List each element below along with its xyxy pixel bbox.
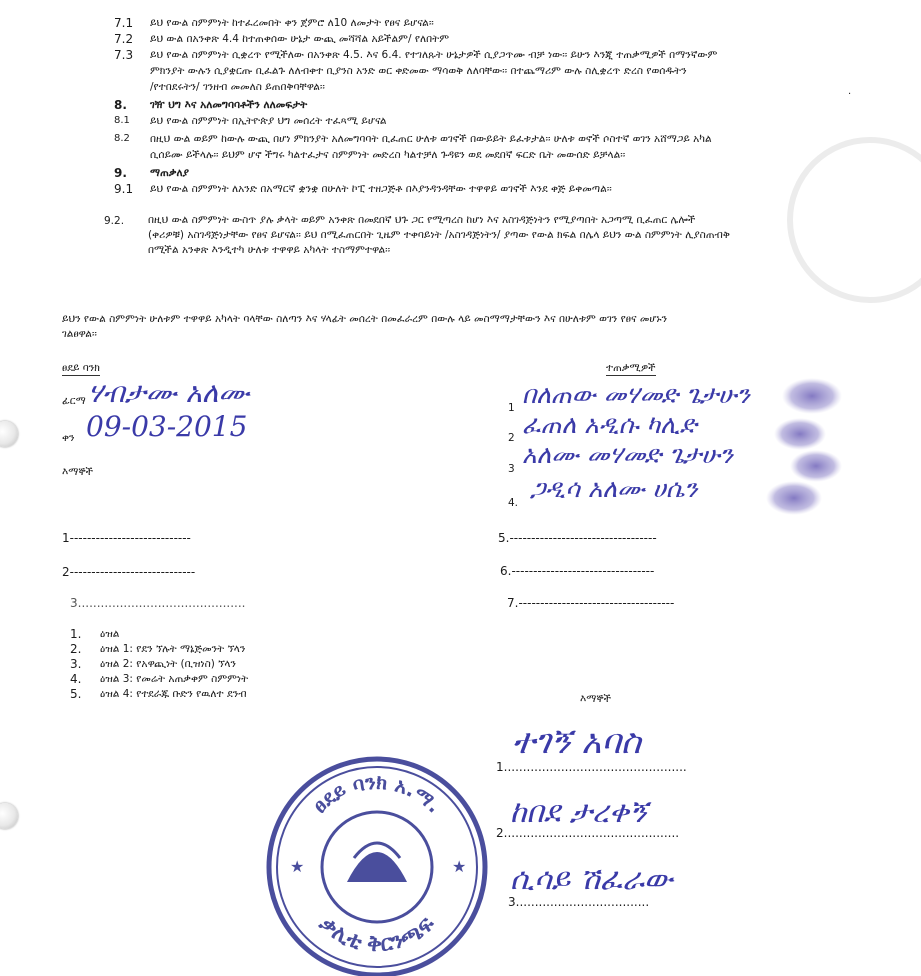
witness-line: 1................................................	[496, 760, 687, 774]
svg-text:★: ★	[452, 857, 467, 876]
beneficiary-signature: አለሙ መሃመድ ጌታሁን	[522, 440, 734, 469]
beneficiaries-heading: ተጠቃሚዎች	[606, 362, 656, 374]
beneficiary-signature: ጋዲሳ አለሙ ሀሴን	[530, 474, 698, 503]
witness-signature: ተገኝ አባስ	[512, 722, 641, 762]
signature-label: ፊርማ	[62, 395, 86, 407]
thumbprints	[760, 370, 870, 520]
witness-signature: ሲሳይ ሽፈራው	[510, 862, 673, 897]
annex-item: 1. ዕዝል	[70, 627, 120, 641]
witness-line: 3............................................	[70, 596, 246, 610]
stray-mark: .	[848, 86, 852, 97]
closing-statement: ይህን የውል ስምምነት ሁለቱም ተዋዋይ አካላት ባላቸው ስለጣን እና ሃላፊት መሰረት በመፈራረም በውሉ ላይ መስማማታቸውን እና በሁለቱም ወገን የፀና መሆኑን ገልፀዋል፡፡	[62, 313, 668, 340]
beneficiary-number: 1	[508, 402, 515, 414]
beneficiary-signature: በለጠው መሃመድ ጌታሁን	[522, 380, 750, 409]
beneficiary-number: 2	[508, 432, 515, 444]
witness-line: 6.---------------------------------	[500, 564, 655, 578]
bottom-witnesses-label: እማኞች	[580, 693, 612, 705]
svg-text:ቃሊቲ ቅርንጫፍ	[314, 911, 440, 957]
witness-line: 2-----------------------------	[62, 565, 196, 579]
bank-stamp	[262, 752, 492, 976]
annex-item: 5. ዕዝል 4: የተደራጁ ቡድን የዉለተ ደንብ	[70, 687, 247, 701]
annex-item: 2. ዕዝል 1: የደን ኘሉት ማኔጅመንት ኘላን	[70, 642, 246, 656]
punch-hole	[0, 421, 18, 447]
svg-text:★: ★	[290, 857, 305, 876]
bank-heading: ፀደይ ባንክ	[62, 362, 100, 374]
stamp-bottom-text: ቃሊቲ ቅርንጫፍ	[314, 911, 440, 958]
witness-line: 7.------------------------------------	[507, 596, 675, 610]
witness-line: 2..............................................	[496, 826, 680, 840]
witness-line: 5.----------------------------------	[498, 531, 657, 545]
beneficiary-signature: ፈጠለ አዲሱ ካሊድ	[522, 410, 697, 439]
clause-92-number: 9.2.	[104, 215, 125, 227]
date-label: ቀን	[62, 432, 75, 444]
beneficiary-number: 3	[508, 463, 515, 475]
witness-line: 1----------------------------	[62, 531, 191, 545]
svg-text:ፀደይ ባንክ አ.ማ.	[308, 770, 447, 818]
witness-line: 3...................................	[508, 895, 650, 909]
witnesses-label: እማኞች	[62, 466, 94, 478]
witness-signature: ከበደ ታረቀኝ	[510, 795, 647, 830]
annex-item: 4. ዕዝል 3: የመሬት አጠቃቀም ስምምነት	[70, 672, 249, 686]
bank-signature: ሃብታሙ አለሙ	[88, 376, 250, 409]
punch-hole	[0, 803, 18, 829]
beneficiary-number: 4.	[508, 497, 519, 509]
clause-92-text: በዚህ ውል ስምምነት ውስጥ ያሉ ቃላት ወይም አንቀጽ በመደበኛ ህጉ ጋር የሚጣረስ ከሆነ እና አስገዳጅነትን የሚያጣበት አጋጣሚ ቢፈጠር ሌሎች (ቀሪዎቹ) አስገዳጅነታቸው የፀና ይሆናል፡፡ ይህ በሚፈጠርበት ጊዜም ተቀባይነት /አስገዳጅነትን/ ያጣው የውል ክፍል በሌላ ይህን ውል ስምምነት ሊያስጠብቅ በሚችል አንቀጽ እንዲተካ ሁለቱ ተዋዋይ አካላት ተስማምተዋል፡፡	[148, 214, 730, 256]
date-value: 09-03-2015	[86, 410, 248, 443]
annex-list	[70, 627, 470, 702]
stamp-top-text: ፀደይ ባንክ አ.ማ.	[307, 769, 447, 818]
annex-item: 3. ዕዝል 2: የአዋጪነት (ቢዝነስ) ኘላን	[70, 657, 236, 671]
